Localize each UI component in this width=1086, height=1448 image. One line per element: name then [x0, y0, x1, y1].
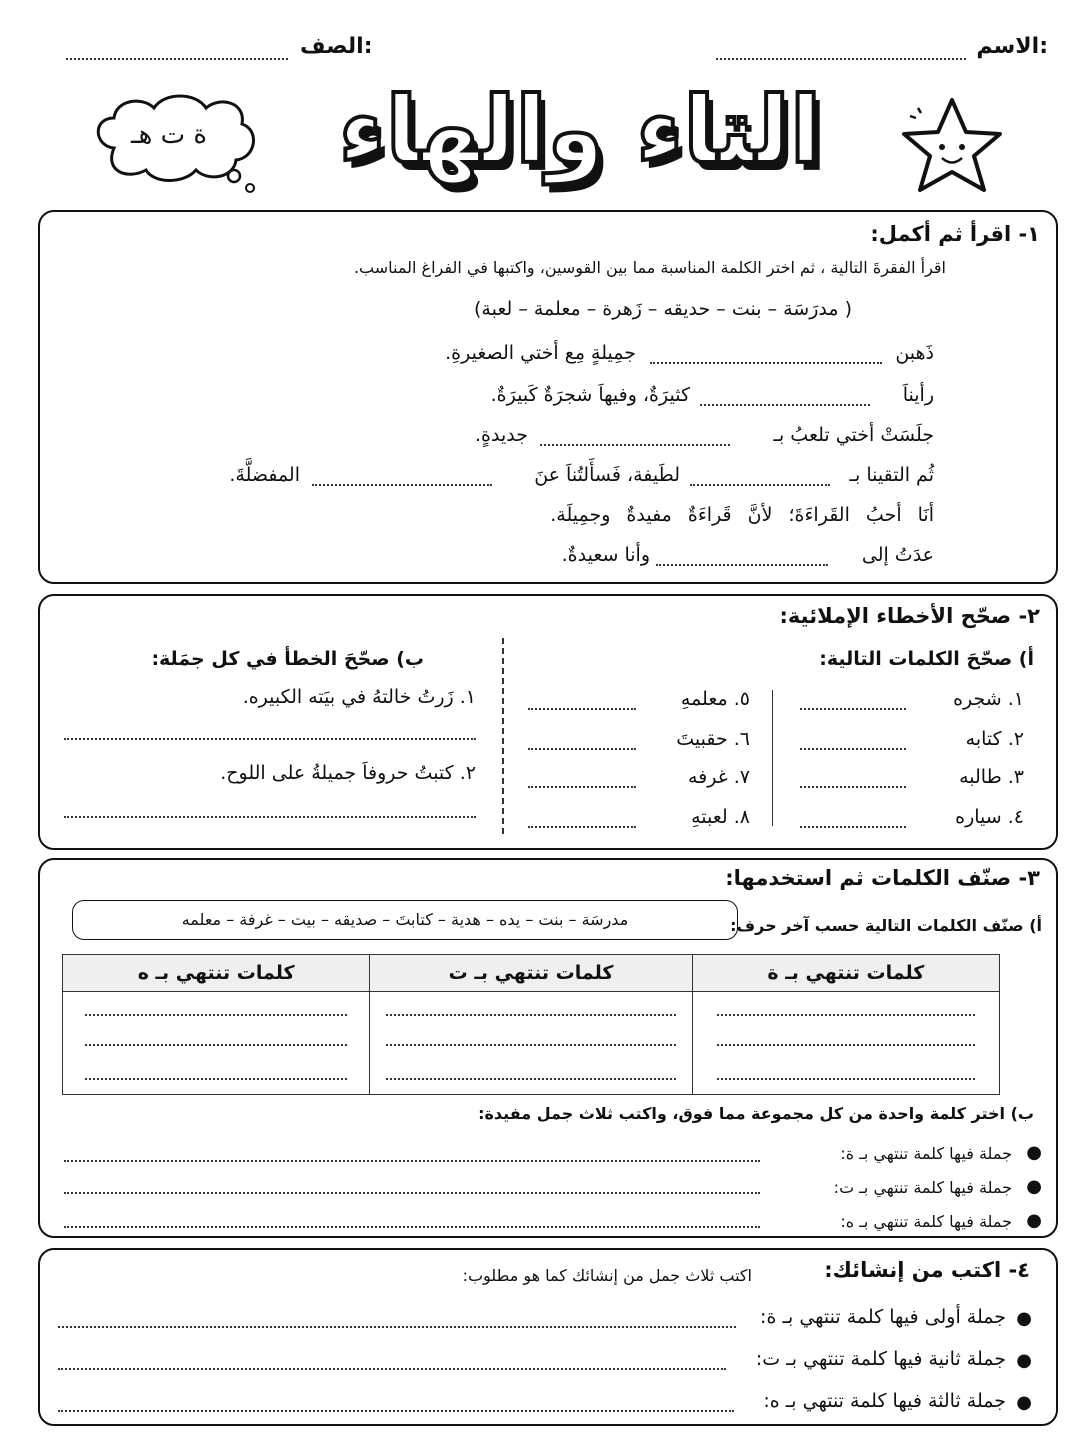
- col-header-ta: كلمات تنتهي بـ ت: [370, 955, 692, 992]
- para-line-4-c: المفضلَّةَ.: [229, 464, 300, 486]
- sentence-2-answer[interactable]: [64, 816, 476, 818]
- answer-7[interactable]: [528, 786, 636, 788]
- section-4-instruction: اكتب ثلاث جمل من إنشائك كما هو مطلوب:: [462, 1266, 752, 1285]
- class-label: الصف:: [300, 34, 373, 59]
- col-header-ta-marbuta: كلمات تنتهي بـ ة: [692, 955, 999, 992]
- section-2-box: [38, 594, 1058, 850]
- answer-4[interactable]: [800, 826, 906, 828]
- sentence-1-answer[interactable]: [64, 738, 476, 740]
- col-header-ha: كلمات تنتهي بـ ه: [63, 955, 370, 992]
- col-ta-marbuta-cell[interactable]: [692, 992, 999, 1095]
- blank-3[interactable]: [540, 444, 730, 446]
- col-ha-cell[interactable]: [63, 992, 370, 1095]
- s3-sentence-answer-2[interactable]: [64, 1192, 760, 1194]
- s4-sentence-answer-2[interactable]: [58, 1368, 726, 1370]
- sentence-1: ١. زَرتُ خالتهُ في بيَته الكبيره.: [242, 686, 476, 708]
- word-columns-divider: [772, 690, 773, 826]
- word-8: ٨. لعبتهِ: [691, 806, 750, 828]
- part-b-title: ب) صحّحَ الخطأ في كل جمَلة:: [151, 648, 424, 670]
- class-field-line[interactable]: [66, 58, 288, 60]
- para-line-6-a: عدَتُ إلى: [861, 544, 934, 566]
- section-2-title: ٢- صحّح الأخطاء الإملائية:: [779, 604, 1040, 628]
- bullet-2: ●: [1026, 1176, 1042, 1197]
- classification-table: [62, 954, 1000, 1095]
- page-title: التاء والهاء: [338, 77, 822, 184]
- s3-sentence-prompt-2: جملة فيها كلمة تنتهي بـ ت:: [833, 1178, 1012, 1197]
- s3-sentence-prompt-1: جملة فيها كلمة تنتهي بـ ة:: [840, 1144, 1012, 1163]
- answer-3[interactable]: [800, 786, 906, 788]
- s3-sentence-answer-1[interactable]: [64, 1160, 760, 1162]
- section-2-divider: [502, 638, 504, 834]
- para-line-1-b: جمِيلةٍ مِع أختي الصغيرةِ.: [445, 342, 636, 364]
- answer-8[interactable]: [528, 826, 636, 828]
- para-line-4-a: ثُم التقينا بـ: [849, 464, 934, 486]
- para-line-3-b: جديدةٍ.: [475, 424, 528, 446]
- section-3-title: ٣- صنّف الكلمات ثم استخدمها:: [725, 866, 1040, 890]
- part-b-label: ب) اختر كلمة واحدة من كل مجموعة مما فوق، واكتب ثلاث جمل مفيدة:: [478, 1104, 1034, 1123]
- name-label: الاسم:: [976, 34, 1048, 59]
- answer-2[interactable]: [800, 748, 906, 750]
- para-line-3-a: جلَسَتْ أختي تلعبُ بـ: [773, 424, 934, 446]
- s4-sentence-answer-3[interactable]: [58, 1410, 734, 1412]
- word-7: ٧. غرفه: [688, 766, 750, 788]
- bullet-1: ●: [1026, 1142, 1042, 1163]
- blank-5[interactable]: [312, 484, 492, 486]
- para-line-2-b: كثيرَةٌ، وفيهاَ شجرَةٌ كَبيرَةٌ.: [490, 384, 690, 406]
- col-ta-cell[interactable]: [370, 992, 692, 1095]
- word-list: مدرسَة – بنت – يده – هدية – كتابتَ – صديقه – بيت – غرفة – معلمه: [181, 910, 629, 929]
- word-4: ٤. سياره: [955, 806, 1024, 828]
- blank-2[interactable]: [700, 404, 870, 406]
- word-2: ٢. كتابه: [965, 728, 1024, 750]
- cloud-letters: ة ت هـ: [131, 120, 207, 150]
- blank-1[interactable]: [650, 362, 882, 364]
- answer-5[interactable]: [528, 708, 636, 710]
- word-5: ٥. معلمهِ: [680, 688, 750, 710]
- s4-sentence-prompt-3: جملة ثالثة فيها كلمة تنتهي بـ ه:: [763, 1390, 1006, 1412]
- para-line-1-a: ذَهبن: [895, 342, 934, 364]
- word-6: ٦. حقبيتَ: [676, 728, 750, 750]
- s3-sentence-answer-3[interactable]: [64, 1226, 760, 1228]
- para-line-4-b: لطَيفة، فَسأَلتُناَ عنَ: [534, 464, 680, 486]
- blank-6[interactable]: [656, 564, 828, 566]
- answer-1[interactable]: [800, 708, 906, 710]
- part-a-label: أ) صنّف الكلمات التالية حسب آخر حرف:: [730, 916, 1042, 935]
- sentence-2: ٢. كتبتُ حروفاَ جميلةُ على اللوح.: [220, 762, 476, 784]
- para-line-5: أنَا أحبُ القَراءَةَ؛ لأنَّ قَراءَةٌ مفيدةٌ وجمِيلَة.: [550, 504, 934, 526]
- section-4-title: ٤- اكتب من إنشائك:: [824, 1258, 1030, 1282]
- word-1: ١. شجره: [953, 688, 1024, 710]
- bullet-3: ●: [1026, 1210, 1042, 1231]
- para-line-2-a: رأيناَ: [902, 384, 934, 406]
- star-mascot-icon: [890, 92, 1010, 202]
- s4-sentence-prompt-2: جملة ثانية فيها كلمة تنتهي بـ ت:: [755, 1348, 1006, 1370]
- answer-6[interactable]: [528, 748, 636, 750]
- s3-sentence-prompt-3: جملة فيها كلمة تنتهي بـ ه:: [840, 1212, 1012, 1231]
- word-3: ٣. طالبه: [959, 766, 1024, 788]
- s4-sentence-answer-1[interactable]: [58, 1326, 736, 1328]
- bullet-6: ●: [1016, 1392, 1032, 1413]
- section-1-title: ١- اقرأ ثم أكمل:: [870, 222, 1040, 246]
- bullet-5: ●: [1016, 1350, 1032, 1371]
- section-1-instruction: اقرأ الفقرةَ التالية ، ثم اختر الكلمة المناسبة مما بين القوسين، واكتبها في الفراغ المناسب.: [353, 258, 946, 277]
- word-bank: ( مدرَسَة – بنت – حديقه – زَهرة – معلمة – لعبة): [474, 298, 852, 320]
- part-a-title: أ) صحّحَ الكلمات التالية:: [819, 648, 1034, 670]
- bullet-4: ●: [1016, 1308, 1032, 1329]
- blank-4[interactable]: [690, 484, 830, 486]
- name-field-line[interactable]: [716, 58, 966, 60]
- s4-sentence-prompt-1: جملة أولى فيها كلمة تنتهي بـ ة:: [760, 1306, 1006, 1328]
- para-line-6-b: وأنا سعيدةٌ.: [561, 544, 650, 566]
